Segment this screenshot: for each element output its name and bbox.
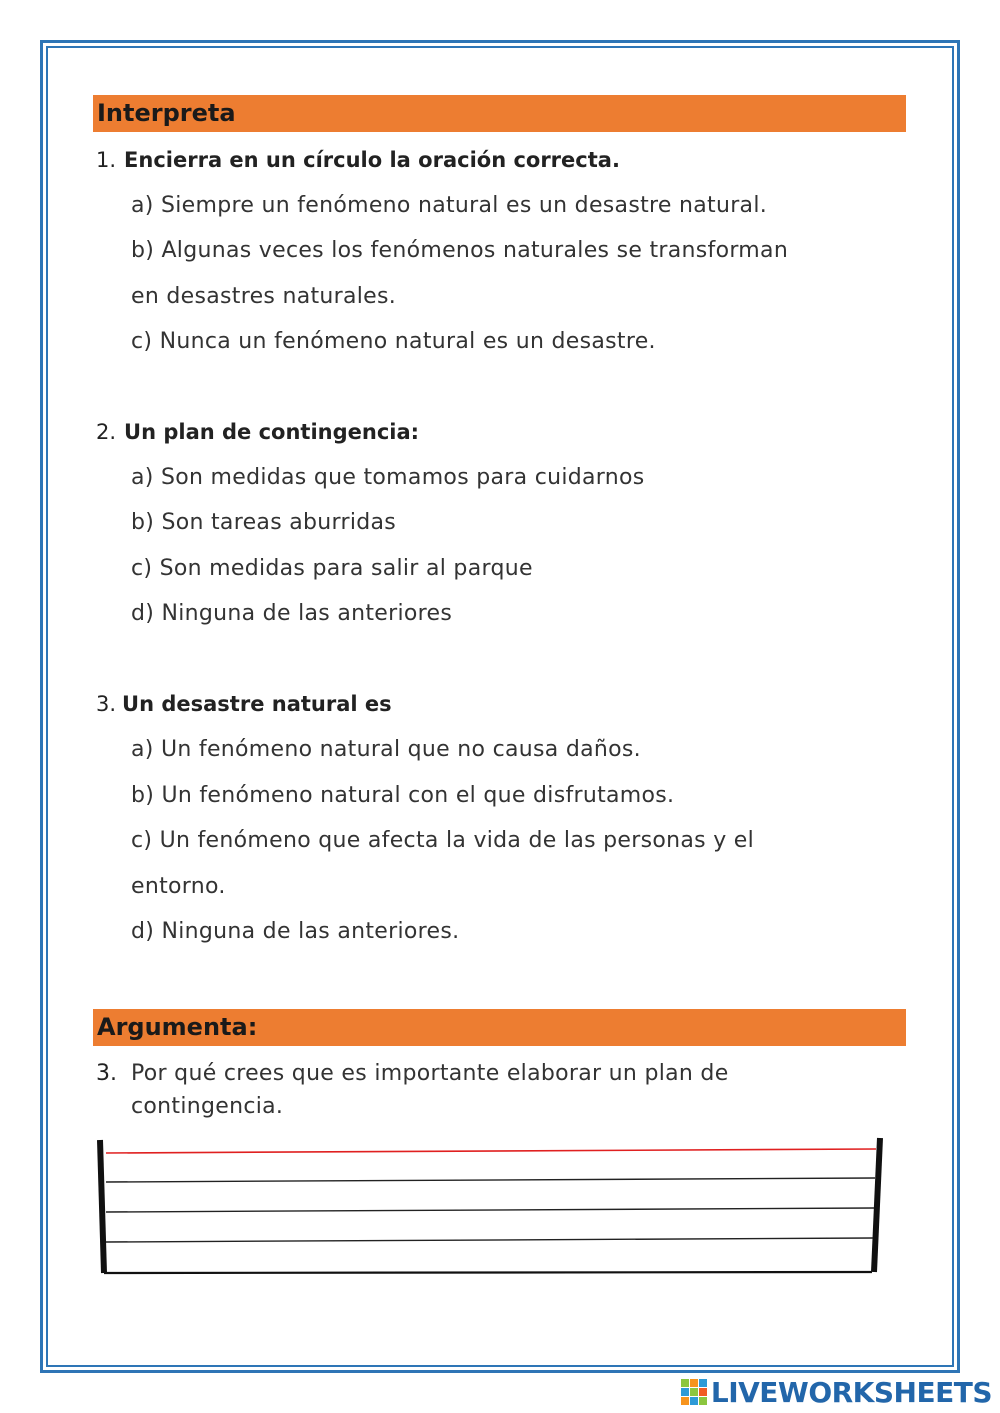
q3-option-b[interactable]: b) Un fenómeno natural con el que disfrutamos.: [131, 783, 675, 808]
logo-blocks-icon: [681, 1379, 707, 1405]
q4-text-line-1: Por qué crees que es importante elaborar un plan de: [131, 1061, 729, 1086]
q1-option-a[interactable]: a) Siempre un fenómeno natural es un desastre natural.: [131, 193, 768, 218]
brand-name: LIVEWORKSHEETS: [710, 1375, 992, 1409]
q4-text-line-2: contingencia.: [131, 1094, 284, 1119]
writing-line: [106, 1238, 873, 1242]
right-margin-bar: [874, 1138, 880, 1272]
question-number: 3.: [96, 692, 117, 716]
liveworksheets-logo: [681, 1375, 992, 1409]
q3-option-a[interactable]: a) Un fenómeno natural que no causa daños.: [131, 737, 641, 762]
q1-option-b-continued[interactable]: en desastres naturales.: [131, 284, 397, 309]
question-1-title: [96, 148, 620, 172]
q1-option-b[interactable]: b) Algunas veces los fenómenos naturales se transforman: [131, 238, 789, 263]
bottom-line: [104, 1272, 872, 1273]
section-header-argumenta: Argumenta:: [93, 1009, 906, 1046]
q2-option-d[interactable]: d) Ninguna de las anteriores: [131, 601, 453, 626]
question-number: 3.: [96, 1061, 117, 1086]
writing-line: [106, 1178, 875, 1182]
q2-option-b[interactable]: b) Son tareas aburridas: [131, 510, 397, 535]
question-number: 1.: [96, 148, 117, 172]
question-text: Encierra en un círculo la oración correcta.: [124, 148, 620, 172]
question-text: Un plan de contingencia:: [124, 420, 420, 444]
question-4-title: [96, 1061, 125, 1086]
question-3-title: [96, 692, 392, 716]
q1-option-c[interactable]: c) Nunca un fenómeno natural es un desastre.: [131, 329, 656, 354]
q3-option-c-continued[interactable]: entorno.: [131, 874, 226, 899]
section-header-interpreta: Interpreta: [93, 95, 906, 132]
q2-option-c[interactable]: c) Son medidas para salir al parque: [131, 556, 533, 581]
question-text: Un desastre natural es: [122, 692, 392, 716]
left-margin-bar: [100, 1140, 104, 1273]
question-2-title: [96, 420, 419, 444]
answer-writing-lines[interactable]: [90, 1135, 900, 1285]
q2-option-a[interactable]: a) Son medidas que tomamos para cuidarnos: [131, 465, 645, 490]
q3-option-d[interactable]: d) Ninguna de las anteriores.: [131, 919, 460, 944]
writing-line: [106, 1208, 874, 1212]
q3-option-c[interactable]: c) Un fenómeno que afecta la vida de las personas y el: [131, 828, 755, 853]
red-guide-line: [106, 1149, 876, 1153]
question-number: 2.: [96, 420, 117, 444]
